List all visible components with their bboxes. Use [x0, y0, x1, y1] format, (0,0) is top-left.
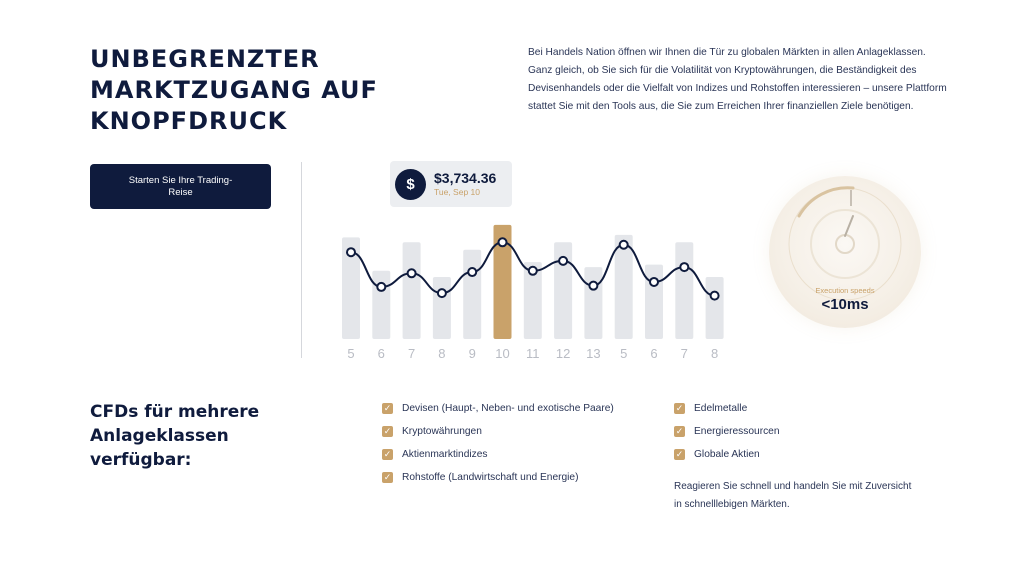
chart-tick-label: 13 [586, 346, 601, 361]
chart-point [347, 248, 355, 256]
chart-bar [372, 271, 390, 339]
chart-point [499, 238, 507, 246]
chart-bar [403, 242, 421, 339]
check-icon: ✓ [675, 449, 684, 459]
list-item [382, 466, 682, 489]
chart-point [680, 263, 688, 271]
check-icon: ✓ [675, 403, 684, 413]
check-icon: ✓ [383, 403, 392, 413]
chart-tick-label: 6 [377, 346, 385, 361]
chart-tick-label: 5 [347, 346, 355, 361]
chart-tick-label: 7 [680, 346, 688, 361]
divider [301, 162, 302, 358]
gauge-label: Execution speeds [815, 286, 875, 295]
check-icon: ✓ [383, 426, 392, 436]
cfd-heading-line: CFDs für mehrere [90, 402, 260, 422]
closing-note: Reagieren Sie schnell und handeln Sie mit Zuversicht in schnelllebigen Märkten. [674, 481, 912, 510]
list-item-label: Rohstoffe (Landwirtschaft und Energie) [402, 472, 579, 483]
check-icon: ✓ [675, 426, 684, 436]
chart-bar [675, 242, 693, 339]
list-item [674, 443, 894, 466]
chart-point [408, 269, 416, 277]
list-item-label: Globale Aktien [694, 449, 760, 460]
list-item [674, 397, 894, 420]
tooltip-price: $3,734.36 [434, 170, 497, 186]
chart-bar [645, 265, 663, 339]
chart-tick-label: 11 [526, 346, 540, 361]
list-item [674, 420, 894, 443]
asset-class-list [382, 397, 682, 489]
chart-tick-label: 9 [468, 346, 476, 361]
list-item [382, 443, 682, 466]
hero-title [90, 44, 490, 137]
chart-point [711, 292, 719, 300]
cfd-heading [90, 400, 320, 472]
hero-title-line: UNBEGRENZTER [90, 45, 320, 73]
start-trading-button[interactable]: Starten Sie Ihre Trading-Reise [90, 164, 271, 209]
chart-tick-label: 10 [495, 346, 510, 361]
tooltip-date: Tue, Sep 10 [434, 187, 480, 197]
chart-tick-label: 6 [650, 346, 658, 361]
check-icon: ✓ [383, 449, 392, 459]
chart-point [589, 282, 597, 290]
chart-bar [584, 267, 602, 339]
intro-paragraph: Bei Handels Nation öffnen wir Ihnen die Tür zu globalen Märkten in allen Anlageklassen. Ganz gleich, ob Sie sich für die Volatilität von Kryptowährungen, die Beständigkeit des Devisenhandels oder die Vielfalt von Indizes und Rohstoffen interessieren – unsere Plattform stattet Sie mit den Tools aus, die Sie zum Erreichen Ihrer finanziellen Ziele benötigen. [528, 47, 947, 112]
chart-bar [706, 277, 724, 339]
list-item-label: Devisen (Haupt-, Neben- und exotische Paare) [402, 403, 614, 414]
chart-tick-label: 12 [555, 346, 571, 361]
chart-point [377, 283, 385, 291]
list-item-label: Aktienmarktindizes [402, 449, 488, 460]
chart-tick-label: 7 [407, 346, 416, 361]
chart-point [650, 278, 658, 286]
list-item-label: Edelmetalle [694, 403, 748, 414]
chart-point [438, 289, 446, 297]
hero-title-line: KNOPFDRUCK [90, 107, 288, 135]
chart-point [559, 257, 567, 265]
hero-title-line: MARKTZUGANG AUF [90, 76, 378, 104]
chart-point [468, 268, 476, 276]
cfd-heading-line: Anlageklassen [90, 426, 229, 446]
check-icon: ✓ [383, 472, 392, 482]
list-item-label: Energieressourcen [694, 426, 780, 437]
chart-tick-label: 8 [438, 346, 446, 361]
chart-tick-label: 5 [620, 346, 628, 361]
chart-bar [615, 235, 633, 339]
chart-point [529, 267, 537, 275]
asset-class-list-2 [674, 397, 894, 466]
list-item-label: Kryptowährungen [402, 426, 482, 437]
list-item [382, 397, 682, 420]
gauge-value: <10ms [821, 296, 869, 313]
dollar-icon: $ [395, 169, 426, 200]
chart-bar [433, 277, 451, 339]
chart-point [620, 241, 628, 249]
cfd-heading-line: verfügbar: [90, 450, 192, 470]
chart-bar [463, 250, 481, 339]
chart-tick-label: 8 [710, 346, 719, 361]
price-chart [330, 215, 730, 365]
list-item [382, 420, 682, 443]
